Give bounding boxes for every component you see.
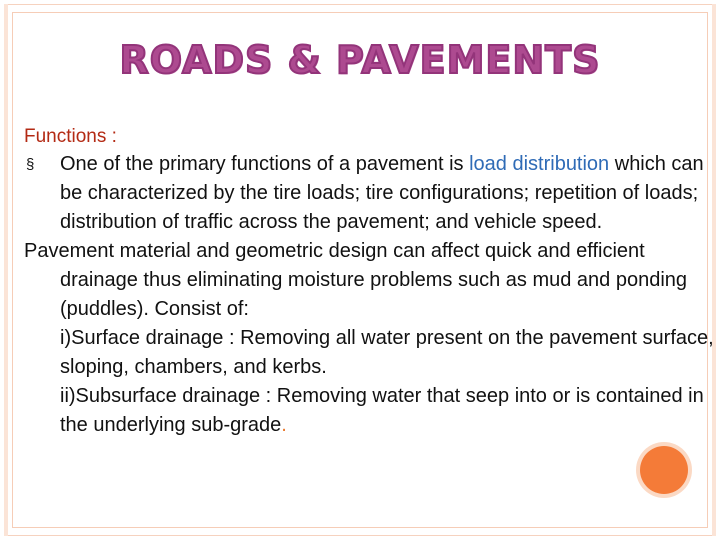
load-distribution-highlight: load distribution (469, 153, 610, 175)
left-border-band (4, 4, 8, 536)
drainage-paragraph: Pavement material and geometric design can affect quick and efficient drainage thus eliminating moisture problems such as mud and ponding (puddles). Consist of: (24, 240, 688, 320)
bullet-text-post: which can be characterized by the tire loads; tire configurations; repetition of loads; distribution of traffic across the pavement; and vehicle speed. (60, 153, 704, 233)
functions-heading: Functions : (24, 126, 117, 147)
subsurface-drainage-text: ii)Subsurface drainage : Removing water that seep into or is contained in the underlying sub-grade (60, 385, 704, 436)
subsurface-drainage-item (24, 382, 714, 440)
subsurface-drainage-end: . (281, 414, 287, 436)
surface-drainage-item: i)Surface drainage : Removing all water present on the pavement surface, sloping, chambers, and kerbs. (60, 327, 714, 378)
bullet-marker: § (26, 156, 35, 173)
slide-title: ROADS & PAVEMENTS (119, 38, 601, 82)
bullet-text-pre: One of the primary functions of a pavement is (60, 153, 470, 175)
decorative-circle (640, 446, 688, 494)
bullet-load-distribution (24, 150, 714, 237)
slide-body (24, 124, 714, 440)
